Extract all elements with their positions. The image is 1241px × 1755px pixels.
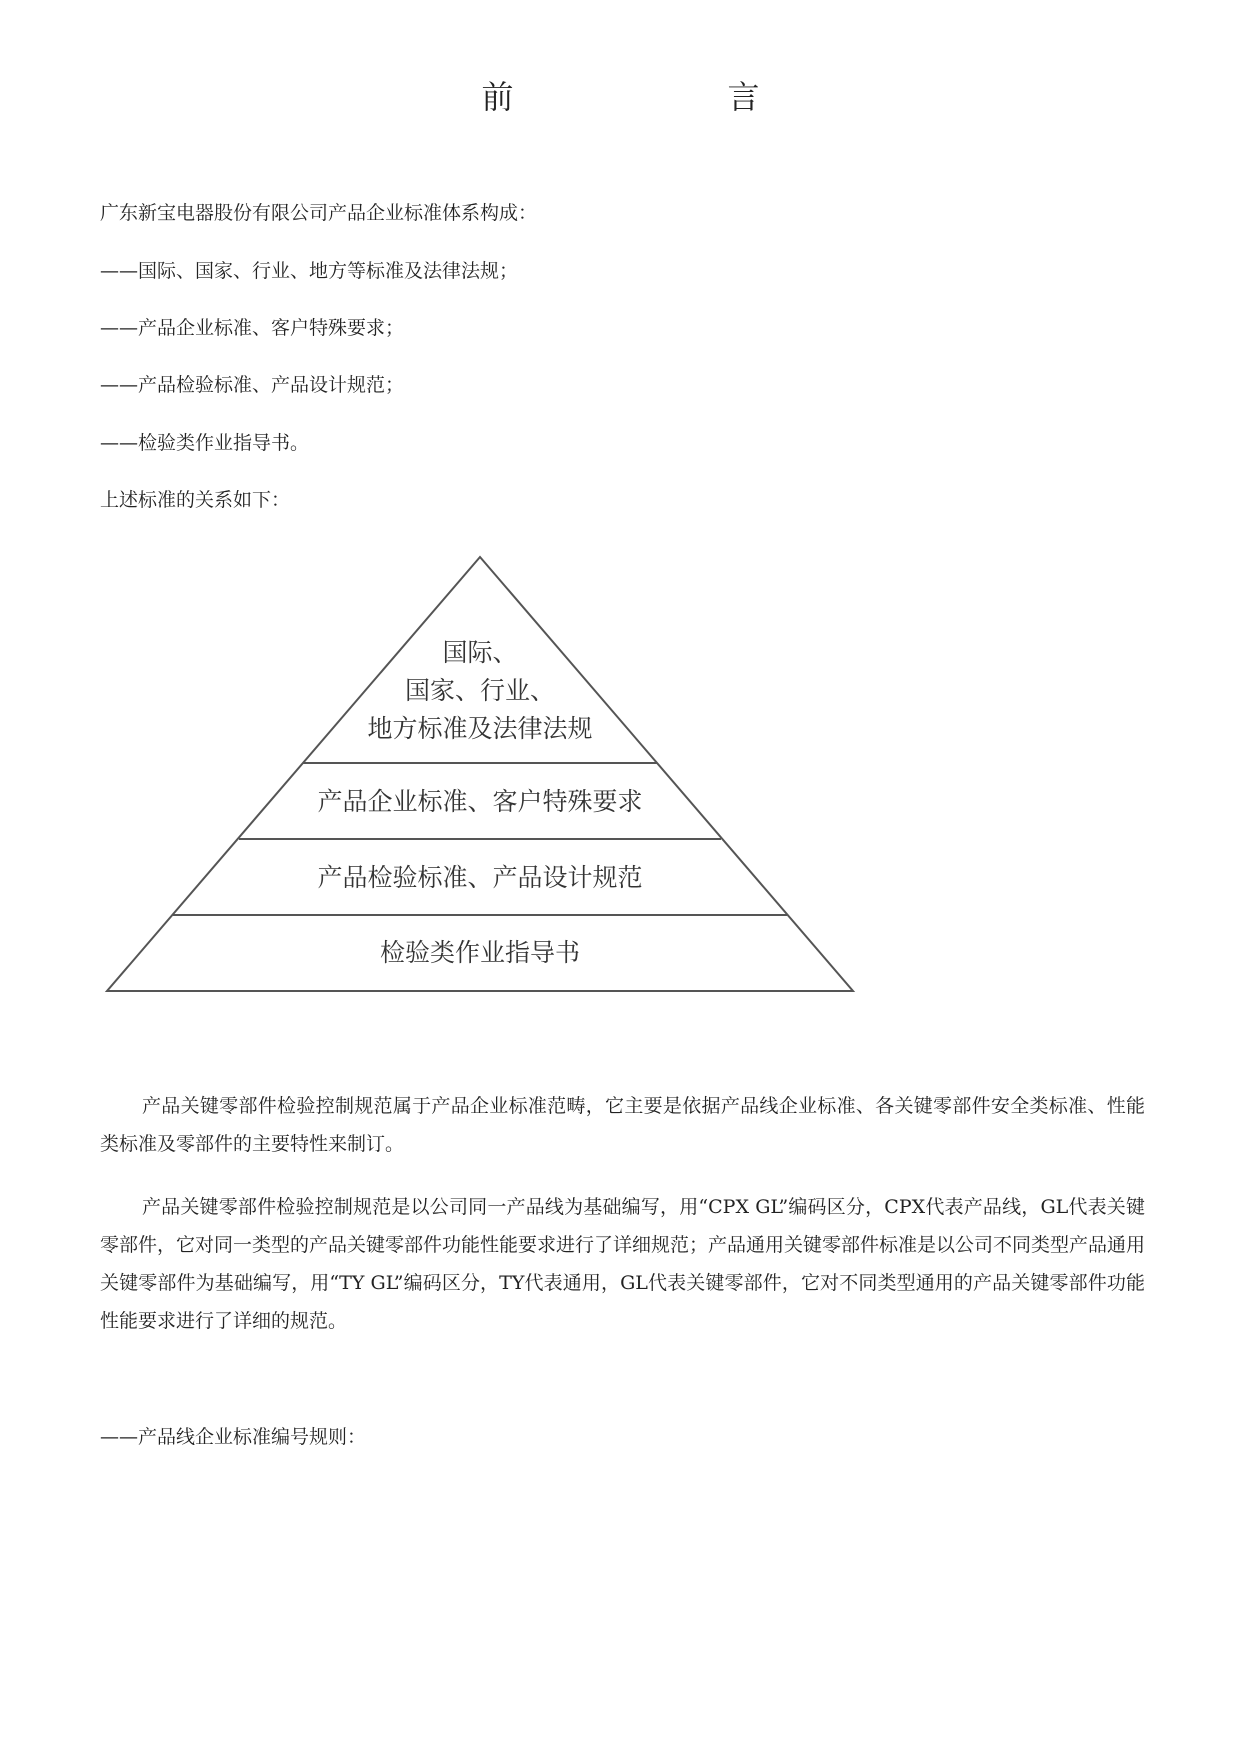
numbering-rule-heading: ——产品线企业标准编号规则： — [100, 1426, 367, 1448]
pyramid-level1-line2: 国家、行业、 — [404, 676, 556, 705]
list-item: ——产品企业标准、客户特殊要求； — [100, 317, 405, 339]
paragraph-scope: 产品关键零部件检验控制规范属于产品企业标准范畴，它主要是依据产品线企业标准、各关键零部件安全类标准、性能类标准及零部件的主要特性来制订。 — [100, 1095, 1145, 1155]
pyramid-level3-label: 产品检验标准、产品设计规范 — [317, 863, 643, 892]
pyramid-level1-line1: 国际、 — [442, 638, 518, 667]
page-title: 前 言 — [481, 78, 810, 116]
list-item: ——检验类作业指导书。 — [100, 432, 310, 454]
intro-text: 广东新宝电器股份有限公司产品企业标准体系构成： — [100, 202, 538, 224]
pyramid-level4-label: 检验类作业指导书 — [379, 938, 581, 967]
pyramid-outline — [107, 557, 853, 991]
pyramid-level1-line3: 地方标准及法律法规 — [367, 714, 593, 743]
list-item: ——国际、国家、行业、地方等标准及法律法规； — [100, 260, 519, 282]
list-item: ——产品检验标准、产品设计规范； — [100, 374, 405, 396]
standards-pyramid-diagram — [100, 555, 860, 1005]
relation-caption: 上述标准的关系如下： — [100, 489, 291, 511]
paragraph-coding: 产品关键零部件检验控制规范是以公司同一产品线为基础编写，用“CPX GL”编码区分，CPX代表产品线，GL代表关键零部件，它对同一类型的产品关键零部件功能性能要求进行了详细规范；产品通用关键零部件标准是以公司不同类型产品通用关键零部件为基础编写，用“TY GL”编码区分，TY代表通用，GL代表关键零部件，它对不同类型通用的产品关键零部件功能性能要求进行了详细的规范。 — [100, 1196, 1146, 1332]
pyramid-level2-label: 产品企业标准、客户特殊要求 — [317, 787, 643, 816]
